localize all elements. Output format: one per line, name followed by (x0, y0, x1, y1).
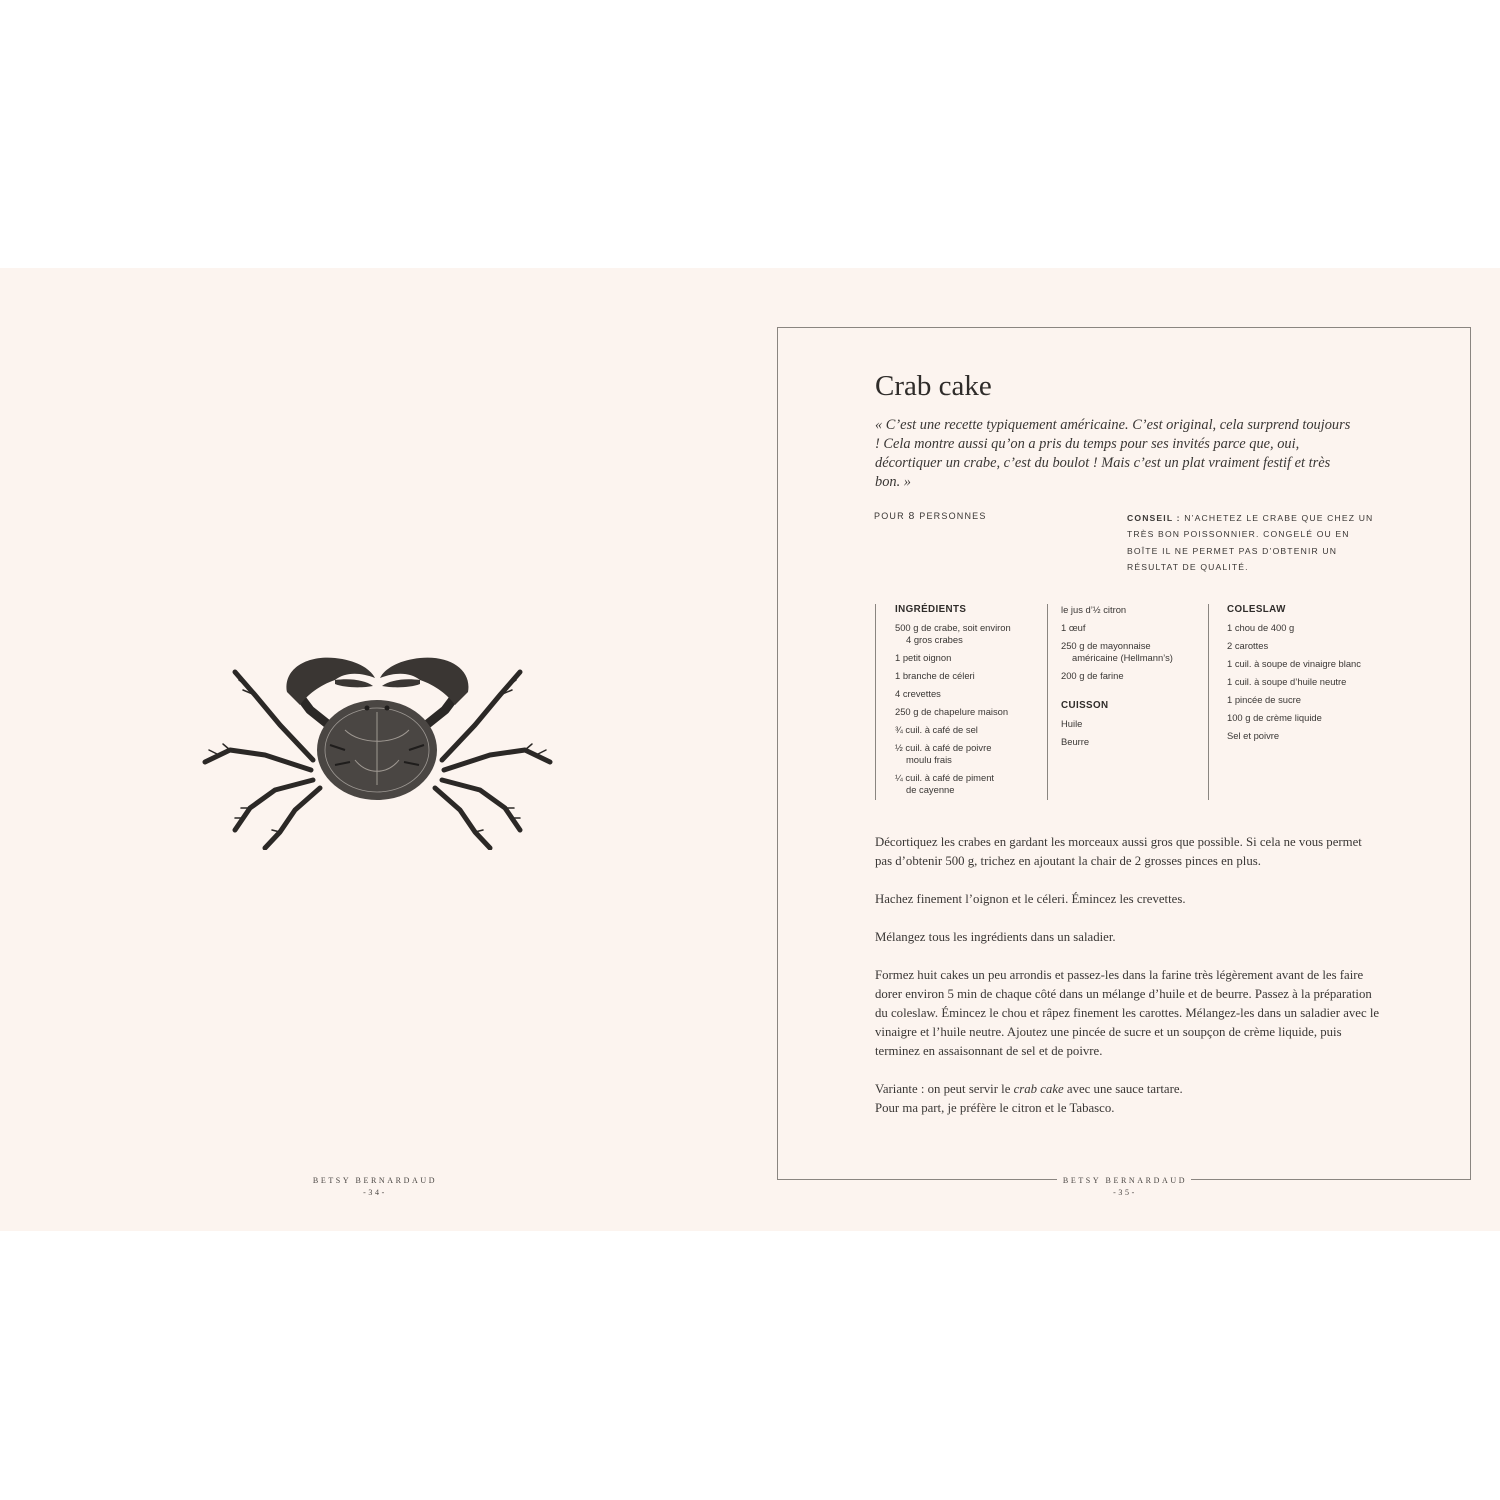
right-page (750, 268, 1500, 1231)
ingredient-line: le jus d’½ citron (1061, 604, 1127, 615)
servings (874, 510, 987, 522)
list-item: 1 pincée de sucre (1227, 694, 1302, 705)
left-page (0, 268, 750, 1231)
ingredient-line: 4 crevettes (895, 688, 941, 699)
recipe-method (875, 833, 1380, 1137)
method-paragraph: Mélangez tous les ingrédients dans un saladier. (875, 930, 1116, 944)
list-item: 1 chou de 400 g (1227, 622, 1295, 633)
list-item (895, 688, 1053, 700)
list-item: 2 carottes (1227, 640, 1269, 651)
variant-note: Pour ma part, je préfère le citron et le Tabasco. (875, 1101, 1115, 1115)
ingredient-line: ½ cuil. à café de poivre (895, 742, 992, 753)
list-item (895, 670, 1053, 682)
cuisson-heading: CUISSON (1061, 700, 1109, 711)
ingredient-line-cont: 4 gros crabes (906, 634, 963, 645)
list-item: Beurre (1061, 736, 1090, 747)
ingredient-line: 250 g de mayonnaise (1061, 640, 1151, 651)
footer-author: BETSY BERNARDAUD (312, 1176, 438, 1185)
servings-suffix: PERSONNES (919, 511, 987, 521)
recipe-title: Crab cake (875, 370, 992, 402)
ingredients-list-continued (1061, 604, 1207, 682)
variant-text-end: avec une sauce tartare. (1063, 1082, 1183, 1096)
ingredient-line: 250 g de chapelure maison (895, 706, 1009, 717)
ingredient-line-cont: moulu frais (906, 754, 952, 765)
ingredient-line: 1 petit oignon (895, 652, 952, 663)
list-item (895, 622, 1053, 646)
cuisson-list (1061, 718, 1207, 748)
left-page-footer (275, 1175, 475, 1199)
tip (1127, 510, 1379, 575)
list-item: Huile (1061, 718, 1083, 729)
ingredients-list (895, 622, 1053, 796)
ingredients-column (875, 604, 1053, 800)
list-item (1061, 640, 1207, 664)
crab-illustration-icon (195, 650, 560, 850)
method-paragraph: Hachez finement l’oignon et le céleri. Émincez les crevettes. (875, 892, 1186, 906)
book-spread (0, 268, 1500, 1231)
ingredient-line: ¾ cuil. à café de sel (895, 724, 978, 735)
ingredient-line-cont: de cayenne (906, 784, 955, 795)
coleslaw-list (1227, 622, 1392, 742)
list-item: 1 cuil. à soupe de vinaigre blanc (1227, 658, 1361, 669)
list-item (895, 772, 1053, 796)
list-item (895, 652, 1053, 664)
list-item: Sel et poivre (1227, 730, 1280, 741)
method-variant (875, 1080, 1380, 1118)
coleslaw-column (1208, 604, 1392, 800)
ingredient-line: 500 g de crabe, soit environ (895, 622, 1011, 633)
list-item (895, 706, 1053, 718)
page-number: -35- (1113, 1188, 1137, 1197)
ingredient-line: 1 œuf (1061, 622, 1086, 633)
ingredient-line: 200 g de farine (1061, 670, 1124, 681)
variant-emphasis: crab cake (1013, 1082, 1064, 1096)
list-item: 1 cuil. à soupe d’huile neutre (1227, 676, 1347, 687)
page-number: -34- (363, 1188, 387, 1197)
servings-number: 8 (908, 510, 916, 522)
list-item: 100 g de crème liquide (1227, 712, 1322, 723)
method-paragraph: Formez huit cakes un peu arrondis et passez-les dans la farine très légèrement avant de les faire dorer environ 5 min de chaque côté dans un mélange d’huile et de beurre. Passez à la préparation du coleslaw. Émincez le chou et râpez finement les carottes. Mélangez-les dans un saladier avec le vinaigre et l’huile neutre. Ajoutez une pincée de sucre et un soupçon de crème liquide, puis terminez en assaisonnant de sel et de poivre. (875, 968, 1380, 1058)
tip-text: N’ACHETEZ LE CRABE QUE CHEZ UN TRÈS BON POISSONNIER. CONGELÉ OU EN BOÎTE IL NE PERMET PAS D’OBTENIR UN RÉSULTAT DE QUALITÉ. (1127, 513, 1374, 572)
ingredient-line: 1 branche de céleri (895, 670, 975, 681)
method-paragraph: Décortiquez les crabes en gardant les morceaux aussi gros que possible. Si cela ne vous permet pas d’obtenir 500 g, trichez en ajoutant la chair de 2 grosses pinces en plus. (875, 835, 1362, 868)
list-item (1061, 670, 1207, 682)
list-item (895, 742, 1053, 766)
footer-author: BETSY BERNARDAUD (1062, 1176, 1188, 1185)
ingredients-heading: INGRÉDIENTS (895, 604, 967, 615)
list-item (1061, 604, 1207, 616)
ingredient-line-cont: américaine (Hellmann’s) (1072, 652, 1173, 663)
recipe-quote: « C’est une recette typiquement américaine. C’est original, cela surprend toujours ! Cela montre aussi qu’on a pris du temps pour ses invités parce que, oui, décortiquer un crabe, c’est du boulot ! Mais c’est un plat vraiment festif et très bon. » (875, 417, 1351, 490)
ingredients-continued-column (1047, 604, 1207, 800)
tip-label: CONSEIL : (1127, 513, 1181, 523)
list-item (1061, 622, 1207, 634)
servings-prefix: POUR (874, 511, 905, 521)
ingredient-line: ¼ cuil. à café de piment (895, 772, 995, 783)
right-page-footer (1025, 1175, 1225, 1199)
coleslaw-heading: COLESLAW (1227, 604, 1286, 615)
list-item (895, 724, 1053, 736)
variant-text: Variante : on peut servir le (875, 1082, 1014, 1096)
